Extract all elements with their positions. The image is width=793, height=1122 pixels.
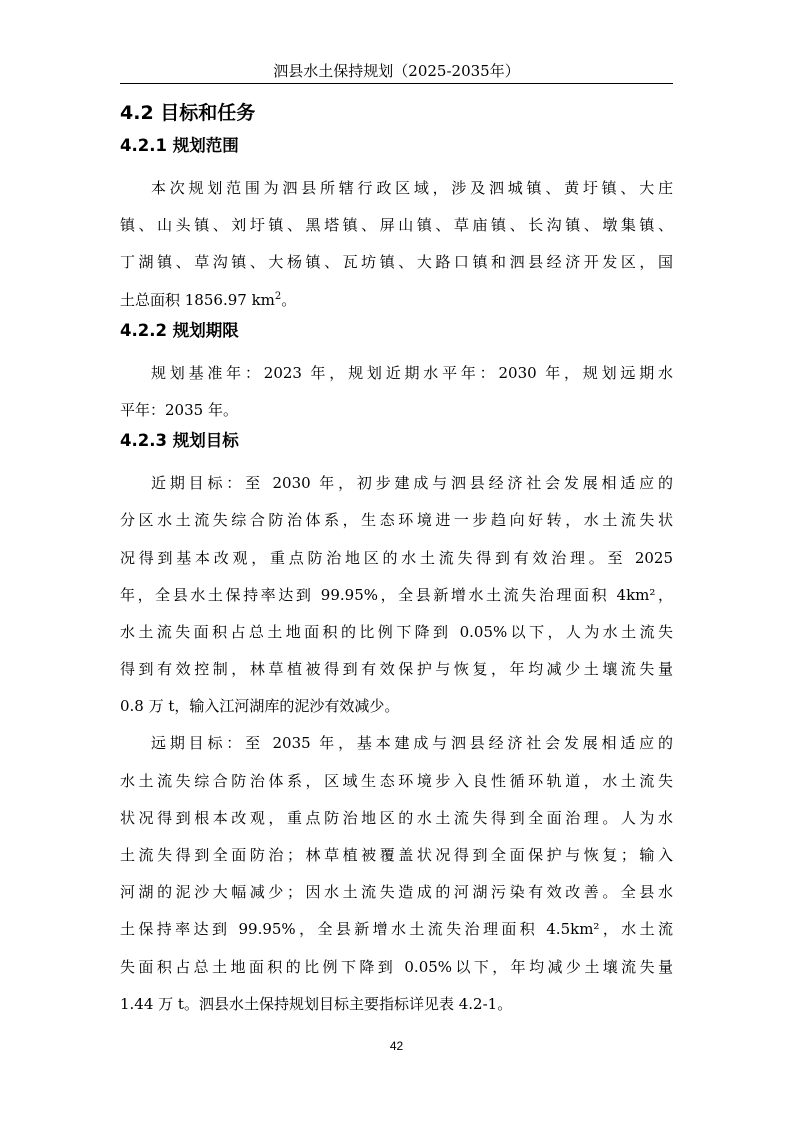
text-line: 本次规划范围为泗县所辖行政区域，涉及泗城镇、黄圩镇、大庄 [151, 179, 673, 197]
text-line: 水土流失综合防治体系，区域生态环境步入良性循环轨道，水土流失 [120, 771, 673, 790]
text-line: 镇、山头镇、刘圩镇、黑塔镇、屏山镇、草庙镇、长沟镇、墩集镇、 [120, 216, 673, 235]
subsection-heading-goals: 4.2.3 规划目标 [120, 431, 239, 451]
area-trailing-punctuation: 。 [281, 290, 297, 309]
area-unit-superscript: 2 [274, 290, 282, 302]
text-line: 土流失得到全面防治；林草植被覆盖状况得到全面保护与恢复；输入 [120, 846, 673, 864]
paragraph-scope [120, 170, 673, 319]
text-line: 土保持率达到 99.95%，全县新增水土流失治理面积 4.5km²，水土流 [120, 920, 673, 939]
text-line: 平年：2035 年。 [120, 400, 238, 419]
text-line: 况得到基本改观，重点防治地区的水土流失得到有效治理。至 2025 [120, 548, 673, 567]
page-number: 42 [389, 1039, 404, 1053]
text-line: 丁湖镇、草沟镇、大杨镇、瓦坊镇、大路口镇和泗县经济开发区，国 [120, 253, 673, 272]
paragraph-long-term-goal [120, 725, 673, 1023]
text-line: 水土流失面积占总土地面积的比例下降到 0.05%以下，人为水土流失 [120, 622, 673, 641]
text-line: 1.44 万 t。泗县水土保持规划目标主要指标详见表 4.2-1。 [120, 994, 513, 1013]
page-content [120, 100, 673, 1023]
section-heading: 4.2 目标和任务 [120, 102, 256, 124]
text-line: 0.8 万 t，输入江河湖库的泥沙有效减少。 [120, 697, 400, 716]
header-rule [120, 83, 673, 84]
text-line: 失面积占总土地面积的比例下降到 0.05%以下，年均减少土壤流失量 [120, 957, 673, 976]
text-line: 年，全县水土保持率达到 99.95%，全县新增水土流失治理面积 4km²， [120, 585, 673, 604]
paragraph-near-term-goal [120, 465, 673, 725]
subsection-heading-period: 4.2.2 规划期限 [120, 320, 239, 340]
paragraph-period [120, 355, 673, 429]
running-header: 泗县水土保持规划（2025-2035年） [273, 62, 520, 80]
subsection-heading-scope: 4.2.1 规划范围 [120, 136, 239, 155]
text-line: 分区水土流失综合防治体系，生态环境进一步趋向好转，水土流失状 [120, 511, 673, 530]
text-line: 河湖的泥沙大幅减少；因水土流失造成的河湖污染有效改善。全县水 [120, 883, 673, 902]
text-line: 近期目标：至 2030 年，初步建成与泗县经济社会发展相适应的 [151, 474, 673, 493]
area-text: 土总面积 1856.97 km [120, 290, 275, 309]
text-line: 规划基准年：2023 年，规划近期水平年：2030 年，规划远期水 [151, 363, 673, 382]
text-line: 远期目标：至 2035 年，基本建成与泗县经济社会发展相适应的 [151, 734, 673, 753]
text-line: 得到有效控制，林草植被得到有效保护与恢复，年均减少土壤流失量 [120, 660, 673, 679]
text-line [120, 282, 673, 319]
text-line: 状况得到根本改观，重点防治地区的水土流失得到全面治理。人为水 [120, 808, 673, 827]
